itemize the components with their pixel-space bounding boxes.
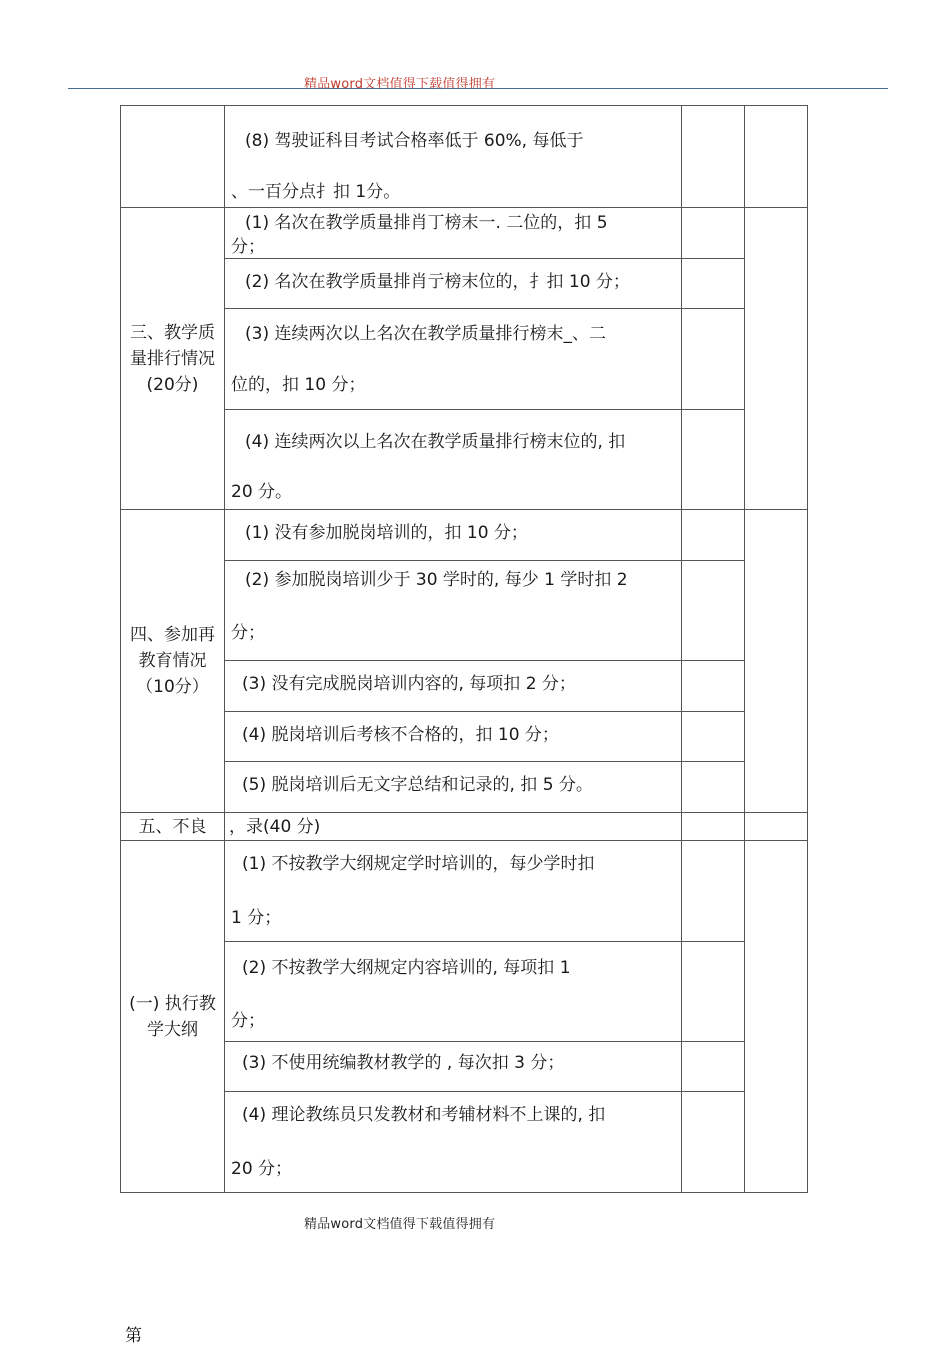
category-cell-empty bbox=[121, 106, 225, 208]
item-cell bbox=[225, 106, 682, 208]
table-row bbox=[121, 259, 808, 309]
remark-cell bbox=[745, 813, 808, 841]
item-text-line2: 位的，扣 10 分； bbox=[231, 375, 366, 395]
item-text: (1) 没有参加脱岗培训的，扣 10 分； bbox=[245, 523, 528, 543]
item-text-line1: (8) 驾驶证科目考试合格率低于 60%, 每低于 bbox=[245, 131, 584, 151]
score-cell bbox=[682, 561, 745, 661]
table-row bbox=[121, 510, 808, 561]
remark-cell bbox=[745, 841, 808, 1193]
score-cell bbox=[682, 309, 745, 410]
deduction-table bbox=[120, 105, 808, 1193]
category-cell-teaching-syllabus: (一) 执行教学大纲 bbox=[121, 841, 225, 1193]
item-text-line1: (1) 不按教学大纲规定学时培训的，每少学时扣 bbox=[242, 854, 595, 874]
item-cell bbox=[225, 1092, 682, 1193]
table-row bbox=[121, 762, 808, 813]
table-row bbox=[121, 410, 808, 510]
item-cell bbox=[225, 561, 682, 661]
item-cell bbox=[225, 410, 682, 510]
score-cell bbox=[682, 510, 745, 561]
header-rule bbox=[68, 88, 888, 89]
score-cell bbox=[682, 712, 745, 762]
item-cell bbox=[225, 841, 682, 942]
item-text-line2: 分； bbox=[231, 623, 265, 643]
table-row bbox=[121, 661, 808, 712]
remark-cell bbox=[745, 510, 808, 813]
item-text-line1: (3) 连续两次以上名次在教学质量排行榜末_、二 bbox=[245, 324, 606, 344]
score-cell bbox=[682, 106, 745, 208]
table-row bbox=[121, 841, 808, 942]
table-row bbox=[121, 561, 808, 661]
table-row bbox=[121, 106, 808, 208]
item-text-line1: (4) 连续两次以上名次在教学质量排行榜末位的, 扣 bbox=[245, 432, 626, 452]
item-text-line1: (2) 不按教学大纲规定内容培训的, 每项扣 1 bbox=[242, 958, 571, 978]
page-number-mark: 第 bbox=[125, 1326, 142, 1346]
item-cell bbox=[225, 1042, 682, 1092]
score-cell bbox=[682, 259, 745, 309]
item-cell bbox=[225, 712, 682, 762]
section-record-text: ，录(40 分) bbox=[229, 817, 321, 837]
score-cell bbox=[682, 813, 745, 841]
item-text-line1: (4) 理论教练员只发教材和考辅材料不上课的, 扣 bbox=[242, 1105, 606, 1125]
item-text-line1: (2) 参加脱岗培训少于 30 学时的, 每少 1 学时扣 2 bbox=[245, 570, 628, 590]
remark-cell bbox=[745, 208, 808, 510]
item-cell bbox=[225, 661, 682, 712]
item-text-line1: (1) 名次在教学质量排肖丁榜末一. 二位的，扣 5 bbox=[245, 213, 608, 233]
table-row bbox=[121, 1042, 808, 1092]
item-text-line2: 20 分。 bbox=[231, 482, 293, 502]
table-row bbox=[121, 813, 808, 841]
item-text-line2: 分； bbox=[231, 1011, 265, 1031]
category-cell-bad-records: 五、不良 bbox=[121, 813, 225, 841]
item-text: (2) 名次在教学质量排肖亍榜末位的，扌扣 10 分； bbox=[245, 272, 630, 292]
item-text-line2: 分； bbox=[231, 237, 265, 257]
table-row bbox=[121, 1092, 808, 1193]
score-cell bbox=[682, 762, 745, 813]
page-footer-text: 精品word文档值得下载值得拥有 bbox=[304, 1217, 496, 1232]
category-cell-continuing-education: 四、参加再教育情况（10分） bbox=[121, 510, 225, 813]
item-text: (5) 脱岗培训后无文字总结和记录的, 扣 5 分。 bbox=[242, 775, 593, 795]
page-header-text: 精品word文档值得下载值得拥有 bbox=[304, 77, 496, 92]
score-cell bbox=[682, 410, 745, 510]
score-cell bbox=[682, 1042, 745, 1092]
item-cell bbox=[225, 813, 682, 841]
category-cell-teaching-quality: 三、教学质量排行情况(20分) bbox=[121, 208, 225, 510]
table-row bbox=[121, 942, 808, 1042]
item-text-line2: 20 分； bbox=[231, 1159, 293, 1179]
score-cell bbox=[682, 841, 745, 942]
table-row bbox=[121, 712, 808, 762]
score-cell bbox=[682, 1092, 745, 1193]
score-cell bbox=[682, 661, 745, 712]
item-text-line2: 、一百分点扌扣 1分。 bbox=[231, 182, 401, 202]
table-row bbox=[121, 208, 808, 259]
item-cell bbox=[225, 208, 682, 259]
item-cell bbox=[225, 510, 682, 561]
table-row bbox=[121, 309, 808, 410]
item-cell bbox=[225, 942, 682, 1042]
score-cell bbox=[682, 208, 745, 259]
score-cell bbox=[682, 942, 745, 1042]
item-cell bbox=[225, 762, 682, 813]
item-text-line2: 1 分； bbox=[231, 908, 282, 928]
item-cell bbox=[225, 259, 682, 309]
item-text: (4) 脱岗培训后考核不合格的，扣 10 分； bbox=[242, 725, 559, 745]
item-text: (3) 没有完成脱岗培训内容的, 每项扣 2 分； bbox=[242, 674, 576, 694]
remark-cell bbox=[745, 106, 808, 208]
item-text: (3) 不使用统编教材教学的 , 每次扣 3 分； bbox=[242, 1053, 565, 1073]
item-cell bbox=[225, 309, 682, 410]
